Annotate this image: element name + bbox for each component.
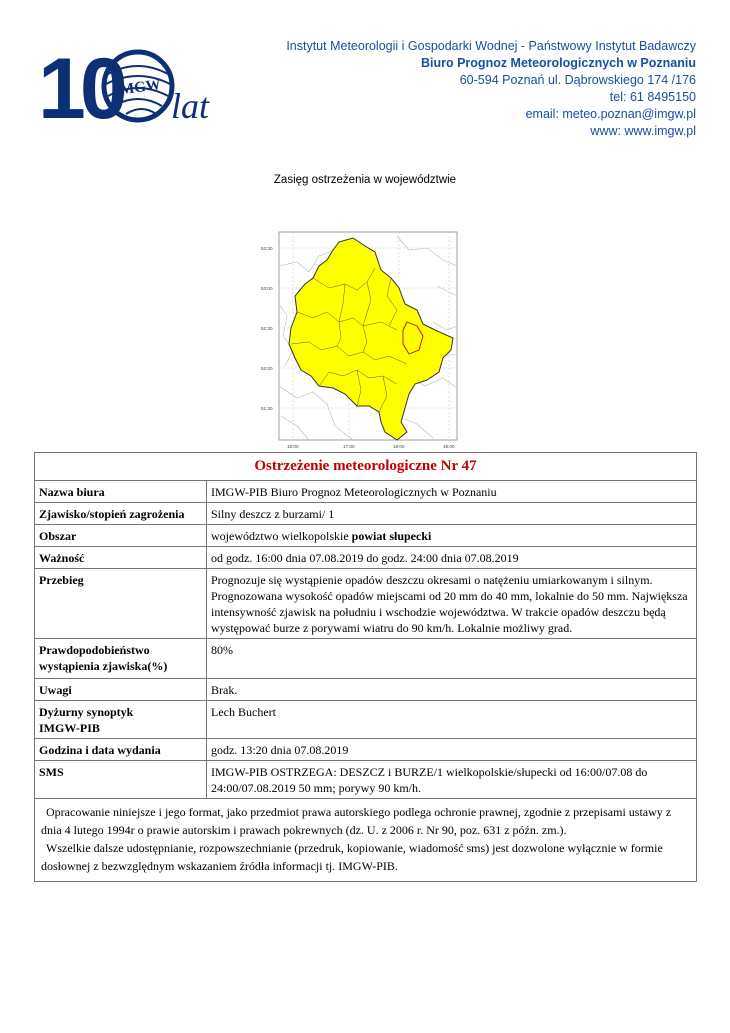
probability-value: 80% xyxy=(207,639,697,679)
map-caption: Zasięg ostrzeżenia w województwie xyxy=(273,174,457,186)
x-tick: 16:00 xyxy=(287,444,299,449)
title-row xyxy=(35,453,697,481)
table-row xyxy=(35,679,697,701)
table-row xyxy=(35,569,697,639)
sms-value: IMGW-PIB OSTRZEGA: DESZCZ i BURZE/1 wielkopolskie/słupecki od 16:00/07.08 do 24:00/07.08.2019 50 mm; porywy 90 km/h. xyxy=(207,761,697,799)
y-tick: 53:00 xyxy=(261,286,273,291)
office-name: Biuro Prognoz Meteorologicznych w Poznaniu xyxy=(420,56,696,70)
header-info xyxy=(276,38,696,140)
forecaster-label-line2: IMGW-PIB xyxy=(39,721,100,735)
y-tick: 52:00 xyxy=(261,366,273,371)
area-value-county: powiat słupecki xyxy=(351,529,432,543)
forecaster-label xyxy=(35,701,207,739)
institute-name: Instytut Meteorologii i Gospodarki Wodnej - Państwowy Instytut Badawczy xyxy=(286,39,696,53)
remarks-value: Brak. xyxy=(207,679,697,701)
sms-label: SMS xyxy=(35,761,207,799)
phenomenon-label: Zjawisko/stopień zagrożenia xyxy=(35,503,207,525)
x-tick: 18:00 xyxy=(393,444,405,449)
remarks-label: Uwagi xyxy=(35,679,207,701)
area-label: Obszar xyxy=(35,525,207,547)
office-website[interactable]: www: www.imgw.pl xyxy=(590,124,696,138)
copyright-paragraph-2: Wszelkie dalsze udostępnianie, rozpowszechnianie (przedruk, kopiowanie, wiadomość sms) jest dozwolone wyłącznie w formie dosłownej z bezwzględnym wskazaniem źródła informacji tj. IMGW-PIB. xyxy=(41,841,663,873)
issued-value: godz. 13:20 dnia 07.08.2019 xyxy=(207,739,697,761)
forecaster-label-line1: Dyżurny synoptyk xyxy=(39,705,134,719)
issued-label: Godzina i data wydania xyxy=(35,739,207,761)
area-value xyxy=(207,525,697,547)
forecaster-value: Lech Buchert xyxy=(207,701,697,739)
table-row xyxy=(35,547,697,569)
validity-value: od godz. 16:00 dnia 07.08.2019 do godz. 24:00 dnia 07.08.2019 xyxy=(207,547,697,569)
warning-table xyxy=(34,452,697,882)
x-tick: 19:00 xyxy=(443,444,455,449)
map-y-ticks xyxy=(261,246,273,411)
office-email[interactable]: email: meteo.poznan@imgw.pl xyxy=(525,107,696,121)
y-tick: 51:30 xyxy=(261,406,273,411)
course-label: Przebieg xyxy=(35,569,207,639)
table-row xyxy=(35,739,697,761)
office-value: IMGW-PIB Biuro Prognoz Meteorologicznych w Poznaniu xyxy=(207,481,697,503)
table-row xyxy=(35,481,697,503)
area-value-text: województwo wielkopolskie xyxy=(211,529,352,543)
y-tick: 53:30 xyxy=(261,246,273,251)
x-tick: 17:00 xyxy=(343,444,355,449)
table-row xyxy=(35,525,697,547)
office-phone: tel: 61 8495150 xyxy=(609,90,696,104)
course-value: Prognozuje się wystąpienie opadów deszczu okresami o natężeniu umiarkowanym i silnym. Prognozowana wysokość opadów miejscami od 20 mm do 40 mm, lokalnie do 50 mm. Największa intensywność zjawisk na południu i wschodzie województwa. W trakcie opadów deszczu będą występować burze z porywami wiatru do 90 km/h. Lokalnie możliwy grad. xyxy=(207,569,697,639)
copyright-paragraph-1: Opracowanie niniejsze i jego format, jako przedmiot prawa autorskiego podlega ochronie prawnej, zgodnie z przepisami ustawy z dnia 4 lutego 1994r o prawie autorskim i prawach pokrewnych (dz. U. z 2006 r. Nr 90, poz. 631 z późn. zm.). xyxy=(41,805,672,837)
table-row xyxy=(35,639,697,679)
warning-area-map xyxy=(257,226,463,454)
phenomenon-value: Silny deszcz z burzami/ 1 xyxy=(207,503,697,525)
imgw-100-years-logo xyxy=(38,44,228,126)
table-row xyxy=(35,701,697,739)
warning-title: Ostrzeżenie meteorologiczne Nr 47 xyxy=(35,453,697,481)
probability-label: Prawdopodobieństwo wystąpienia zjawiska(%) xyxy=(35,639,207,679)
logo-brand: IMGW xyxy=(113,76,162,100)
logo-digits: 10 xyxy=(38,44,122,126)
copyright-notice xyxy=(35,799,697,882)
table-row xyxy=(35,761,697,799)
y-tick: 52:30 xyxy=(261,326,273,331)
office-label: Nazwa biura xyxy=(35,481,207,503)
logo-suffix: lat xyxy=(171,86,210,126)
validity-label: Ważność xyxy=(35,547,207,569)
table-row xyxy=(35,503,697,525)
footer-row xyxy=(35,799,697,882)
office-address: 60-594 Poznań ul. Dąbrowskiego 174 /176 xyxy=(459,73,696,87)
map-x-ticks xyxy=(287,444,455,449)
